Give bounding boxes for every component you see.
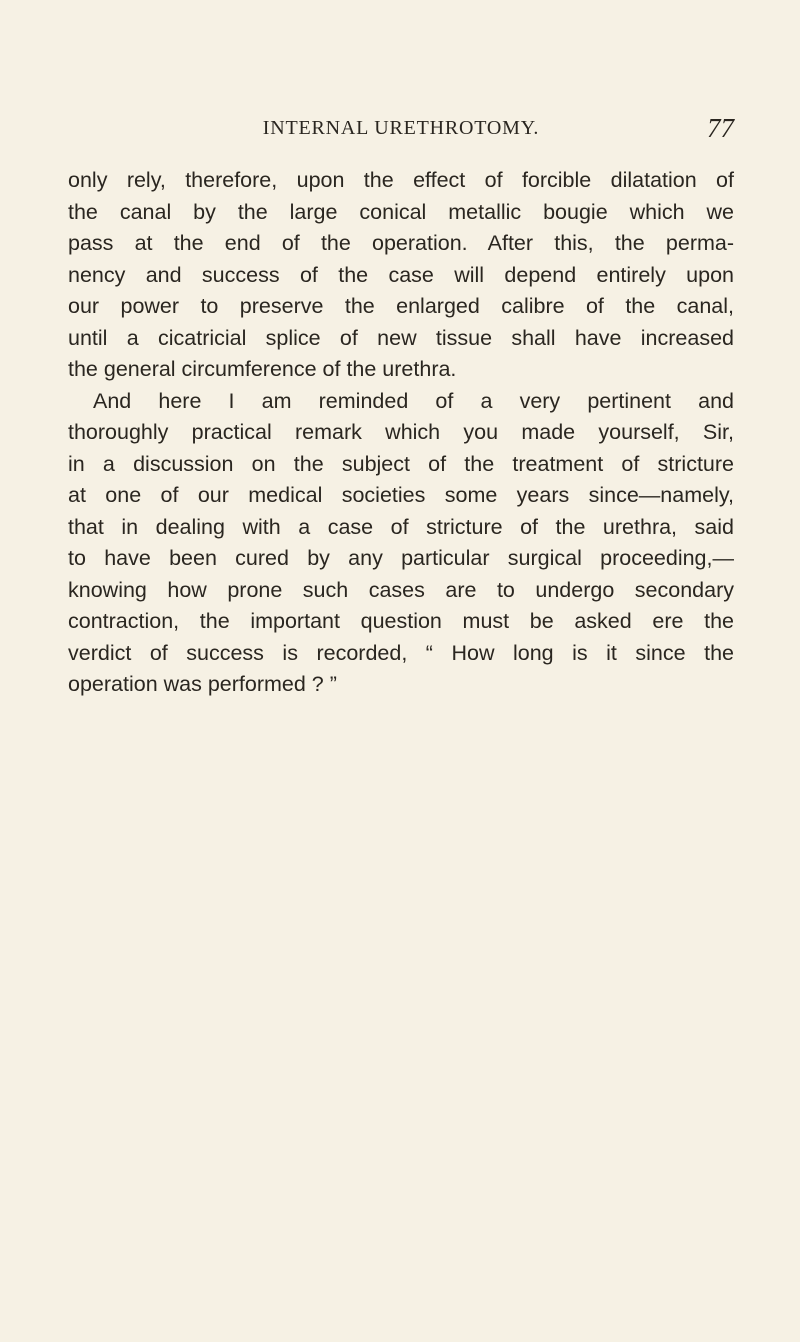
text-line: until a cicatricial splice of new tissue shall have increased bbox=[68, 325, 734, 350]
text-line: verdict of success is recorded, “ How long is it since the bbox=[68, 640, 734, 665]
text-line: in a discussion on the subject of the treatment of stricture bbox=[68, 451, 734, 476]
paragraph bbox=[68, 386, 734, 701]
text-line: pass at the end of the operation. After this, the perma- bbox=[68, 231, 734, 255]
body-text bbox=[68, 165, 734, 701]
text-line: the canal by the large conical metallic bougie which we bbox=[68, 199, 734, 224]
paragraph bbox=[68, 165, 734, 386]
page-number: 77 bbox=[707, 113, 734, 143]
text-line: at one of our medical societies some years since—namely, bbox=[68, 483, 734, 507]
text-line: knowing how prone such cases are to undergo secondary bbox=[68, 577, 734, 602]
text-line: our power to preserve the enlarged calibre of the canal, bbox=[68, 294, 734, 318]
running-head bbox=[68, 113, 734, 143]
text-line: operation was performed ? ” bbox=[68, 672, 337, 696]
text-line: the general circumference of the urethra. bbox=[68, 357, 457, 381]
text-line: to have been cured by any particular surgical proceeding,— bbox=[68, 546, 734, 570]
running-title: INTERNAL URETHROTOMY. bbox=[262, 117, 540, 139]
text-line: And here I am reminded of a very pertinent and bbox=[93, 388, 734, 413]
text-line: contraction, the important question must be asked ere the bbox=[68, 609, 734, 633]
text-line: that in dealing with a case of stricture of the urethra, said bbox=[68, 514, 734, 539]
text-line: nency and success of the case will depend entirely upon bbox=[68, 262, 734, 287]
text-line: thoroughly practical remark which you made yourself, Sir, bbox=[68, 420, 734, 444]
text-line: only rely, therefore, upon the effect of forcible dilatation of bbox=[68, 168, 734, 192]
